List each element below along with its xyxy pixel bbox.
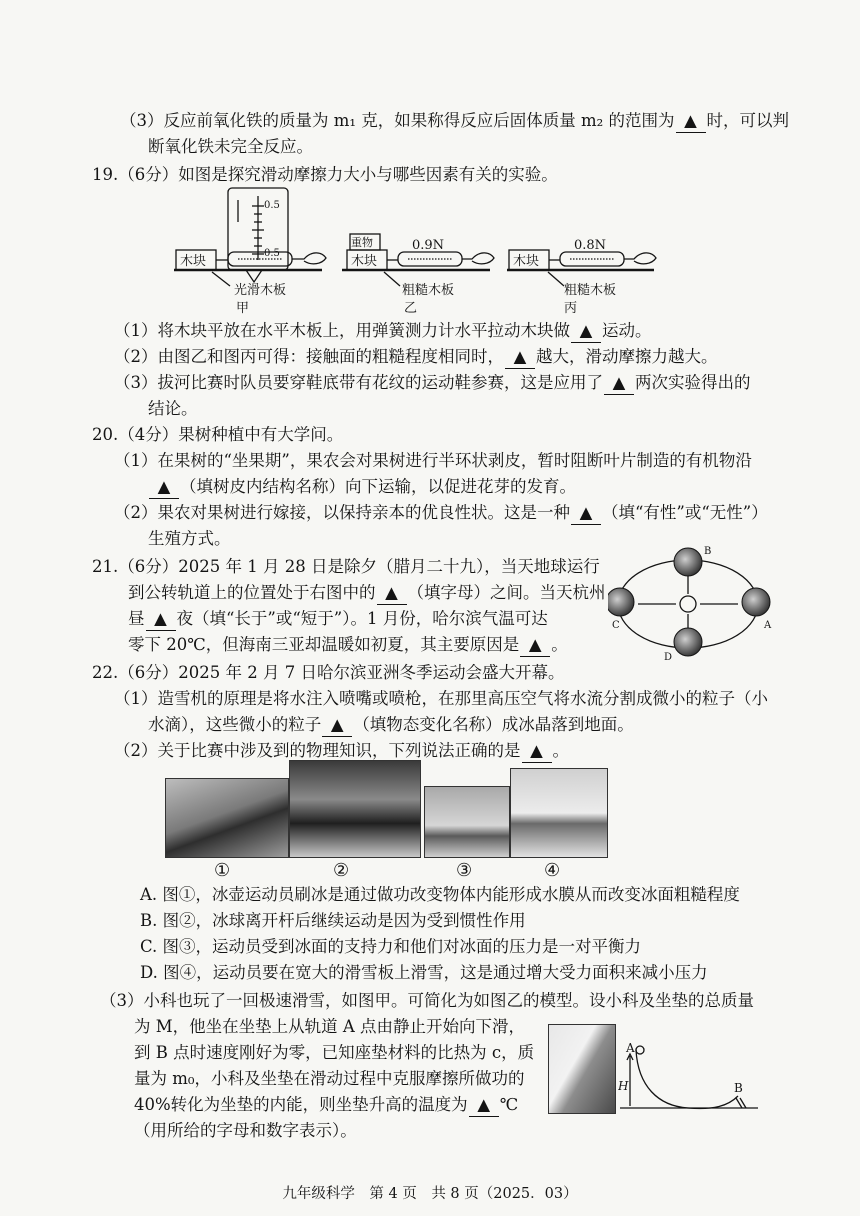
answer-blank: ▲ (520, 634, 550, 657)
q22-3-text: 40%转化为坐垫的内能，则坐垫升高的温度为 (134, 1095, 468, 1114)
callout-pointer (246, 270, 262, 282)
q22-1-text-end: （填物态变化名称）成冰晶落到地面。 (353, 715, 634, 734)
q21-text: 零下 20℃，但海南三亚却温暖如初夏，其主要原因是 (128, 635, 520, 654)
q21-text-end: 夜（填“长于”或“短于”）。1 月份，哈尔滨气温可达 (176, 609, 548, 628)
slide-model-figure (618, 1040, 762, 1116)
friction-diagram (172, 186, 672, 316)
q19-2-text: （2）由图乙和图丙可得：接触面的粗糙程度相同时， (114, 347, 504, 366)
slide-track-diagram (618, 1040, 762, 1116)
answer-blank: ▲ (522, 740, 552, 763)
q19-heading: 19.（6分）如图是探究滑动摩擦力大小与哪些因素有关的实验。 (92, 165, 558, 184)
q22-option-a: A. 图①，冰壶运动员刷冰是通过做功改变物体内能形成水膜从而改变冰面粗糙程度 (140, 885, 740, 904)
q22-option-d: D. 图④，运动员要在宽大的滑雪板上滑雪，这是通过增大受力面积来减小压力 (140, 963, 708, 982)
q22-3-line5 (134, 1094, 518, 1117)
q22-1-line2 (148, 714, 634, 737)
q21-text: 昼 (128, 609, 145, 628)
q19-1-text-end: 运动。 (602, 321, 652, 340)
earth-b (674, 548, 702, 576)
weight-label: 重物 (351, 236, 373, 249)
q20-1: （1）在果树的“坐果期”，果农会对果树进行半环状剥皮，暂时阻断叶片制造的有机物沿 (114, 451, 752, 470)
board-label-bing: 粗糙木板 (564, 283, 617, 298)
orbit-label-d: D (664, 652, 673, 663)
photo-number-2: ② (333, 860, 350, 881)
q21-text: 到公转轨道上的位置处于右图中的 (128, 583, 376, 602)
photo-curling (165, 778, 289, 858)
answer-blank: ▲ (149, 476, 179, 499)
q20-2-line2: 生殖方式。 (148, 529, 231, 548)
hand-bing (624, 253, 656, 264)
q20-heading: 20.（4分）果树种植中有大学问。 (92, 425, 344, 444)
block-label-yi: 木块 (351, 254, 378, 269)
sun (680, 596, 696, 612)
q22-3-line6: （用所给的字母和数字表示）。 (134, 1121, 357, 1140)
q18-3-text: （3）反应前氧化铁的质量为 m₁ 克，如果称得反应后固体质量 m₂ 的范围为 (120, 111, 675, 130)
photo-figure-skating (424, 786, 510, 858)
q22-option-c: C. 图③，运动员受到冰面的支持力和他们对冰面的压力是一对平衡力 (140, 937, 642, 956)
q18-3-text-end: 时，可以判 (706, 111, 789, 130)
force-reading-bing: 0.8N (574, 238, 607, 253)
q22-heading: 22.（6分）2025 年 2 月 7 日哈尔滨亚洲冬季运动会盛大开幕。 (92, 663, 565, 682)
orbit-diagram (608, 540, 778, 666)
q21-text-end: （填字母）之间。当天杭州 (407, 583, 606, 602)
q22-2-text-end: 。 (552, 741, 569, 760)
q22-3-line2: 为 M，他坐在坐垫上从轨道 A 点由静止开始向下滑， (134, 1017, 526, 1036)
orbit-label-b: B (704, 546, 712, 557)
answer-blank: ▲ (469, 1094, 499, 1117)
zoom-scale-bottom: 0.5 (264, 248, 280, 259)
q22-3-line4: 量为 m₀，小科及坐垫在滑动过程中克服摩擦所做功的 (134, 1069, 525, 1088)
zoom-scale-top: 0.5 (264, 200, 280, 211)
q20-1-text-end: （填树皮内结构名称）向下运输，以促进花芽的发育。 (180, 477, 576, 496)
q22-1-text: 水滴），这些微小的粒子 (148, 715, 322, 734)
q20-2 (114, 502, 768, 525)
model-label-b: B (734, 1081, 743, 1095)
answer-blank: ▲ (571, 502, 601, 525)
q19-2-text-end: 越大，滑动摩擦力越大。 (536, 347, 718, 366)
figure-label-bing: 丙 (564, 301, 578, 316)
model-label-h: H (618, 1079, 629, 1093)
q22-1: （1）造雪机的原理是将水注入喷嘴或喷枪，在那里高压空气将水流分割成微小的粒子（小 (114, 689, 768, 708)
q19-3-line2: 结论。 (148, 399, 198, 418)
block-label-bing: 木块 (513, 254, 540, 269)
q22-3-line1: （3）小科也玩了一回极速滑雪，如图甲。可简化为如图乙的模型。设小科及坐垫的总质量 (100, 991, 754, 1010)
orbit-label-a: A (764, 620, 772, 631)
photo-number-4: ④ (544, 860, 561, 881)
friction-experiment-figure (172, 186, 672, 316)
q21-line3 (128, 608, 548, 631)
slide-track (636, 1050, 738, 1109)
q19-2 (114, 346, 718, 369)
q22-3-line3: 到 B 点时速度刚好为零，已知座垫材料的比热为 c，质 (134, 1043, 535, 1062)
earth-c (608, 588, 634, 616)
force-reading-yi: 0.9N (412, 238, 445, 253)
board-label-jia: 光滑木板 (234, 283, 287, 298)
q21-line4 (128, 634, 568, 657)
q19-1 (114, 320, 652, 343)
earth-orbit-figure (608, 540, 778, 666)
answer-blank: ▲ (676, 110, 706, 133)
q19-3-text-end: 两次实验得出的 (635, 373, 751, 392)
hand-jia (292, 253, 326, 264)
block-label-jia: 木块 (180, 254, 207, 269)
q19-1-text: （1）将木块平放在水平木板上，用弹簧测力计水平拉动木块做 (114, 321, 570, 340)
page-footer: 九年级科学 第 4 页 共 8 页（2025．03） (282, 1186, 578, 1202)
figure-label-jia: 甲 (236, 301, 250, 316)
q22-option-b: B. 图②，冰球离开杆后继续运动是因为受到惯性作用 (140, 911, 526, 930)
q21-text-end: 。 (551, 635, 568, 654)
photo-number-1: ① (214, 860, 231, 881)
photo-number-3: ③ (456, 860, 473, 881)
earth-d (674, 628, 702, 656)
orbit-label-c: C (612, 620, 620, 631)
q22-3-unit: ℃ (499, 1095, 519, 1114)
model-label-a: A (626, 1041, 635, 1055)
photo-skiing (510, 768, 608, 858)
board-label-yi: 粗糙木板 (402, 283, 455, 298)
photo-ice-hockey (289, 760, 421, 858)
earth-a (742, 588, 770, 616)
q21-line2 (128, 582, 606, 605)
answer-blank: ▲ (146, 608, 176, 631)
q18-3-line2: 断氧化铁未完全反应。 (148, 137, 313, 156)
q21-line1: 21.（6分）2025 年 1 月 28 日是除夕（腊月二十九），当天地球运行 (92, 557, 600, 576)
answer-blank: ▲ (604, 372, 634, 395)
slider-at-a (636, 1046, 644, 1054)
q20-1-line2 (148, 476, 576, 499)
q18-3-line1 (120, 110, 789, 133)
q20-2-text: （2）果农对果树进行嫁接，以保持亲本的优良性状。这是一种 (114, 503, 570, 522)
q19-3-text: （3）拔河比赛时队员要穿鞋底带有花纹的运动鞋参赛，这是应用了 (114, 373, 603, 392)
answer-blank: ▲ (505, 346, 535, 369)
hand-yi (462, 253, 494, 264)
photo-snow-slide (548, 1024, 616, 1114)
support-b (736, 1098, 746, 1108)
q22-2-text: （2）关于比赛中涉及到的物理知识，下列说法正确的是 (114, 741, 521, 760)
answer-blank: ▲ (377, 582, 407, 605)
q20-2-text-end: （填“有性”或“无性”） (602, 503, 768, 522)
figure-label-yi: 乙 (404, 301, 418, 316)
answer-blank: ▲ (571, 320, 601, 343)
q19-3 (114, 372, 751, 395)
answer-blank: ▲ (322, 714, 352, 737)
